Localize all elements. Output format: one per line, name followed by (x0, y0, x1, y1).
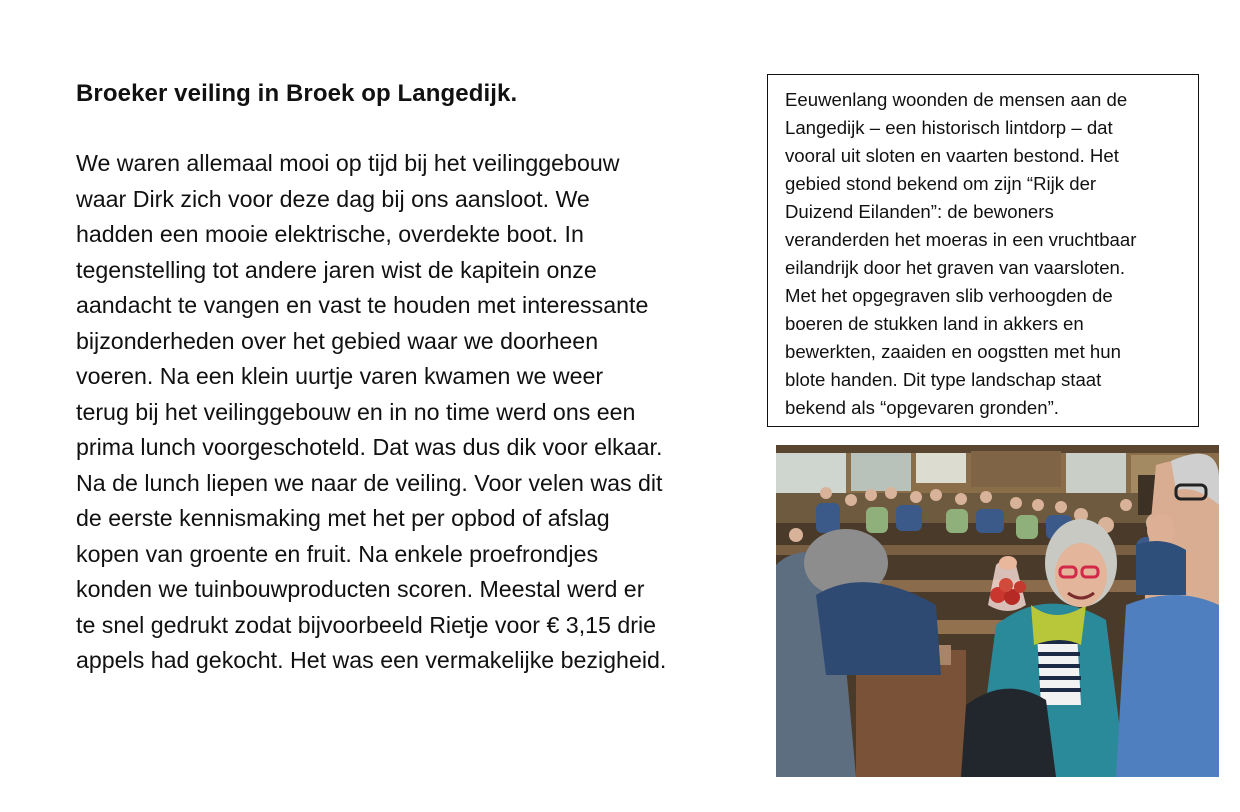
textbox-line: bekend als “opgevaren gronden”. (785, 397, 1059, 418)
paragraph-line: de eerste kennismaking met het per opbod of afslag (76, 505, 610, 531)
textbox-line: bewerkten, zaaiden en oogstten met hun (785, 341, 1121, 362)
paragraph-line: We waren allemaal mooi op tijd bij het veilinggebouw (76, 150, 620, 176)
paragraph-line: tegenstelling tot andere jaren wist de kapitein onze (76, 256, 597, 283)
paragraph-line: aandacht te vangen en vast te houden met interessante (76, 292, 649, 318)
paragraph-line: terug bij het veilinggebouw en in no time werd ons een (76, 398, 636, 425)
paragraph-line: voeren. Na een klein uurtje varen kwamen we weer (76, 363, 604, 389)
paragraph-line: appels had gekocht. Het was een vermakelijke bezigheid. (76, 647, 667, 673)
textbox-line: gebied stond bekend om zijn “Rijk der (785, 173, 1097, 194)
info-textbox (767, 74, 1199, 427)
paragraph-line: prima lunch voorgeschoteld. Dat was dus dik voor elkaar. (76, 434, 663, 460)
paragraph-line: hadden een mooie elektrische, overdekte boot. In (76, 221, 584, 247)
auction-photo (776, 445, 1219, 777)
textbox-line: Langedijk – een historisch lintdorp – dat (785, 117, 1113, 138)
page-title: Broeker veiling in Broek op Langedijk. (76, 80, 518, 107)
paragraph-line: te snel gedrukt zodat bijvoorbeeld Rietje voor € 3,15 drie (76, 611, 657, 638)
paragraph-line: konden we tuinbouwproducten scoren. Meestal werd er (76, 576, 645, 602)
textbox-line: Eeuwenlang woonden de mensen aan de (785, 89, 1128, 110)
textbox-line: Duizend Eilanden”: de bewoners (785, 201, 1054, 222)
blue-shirt (1116, 595, 1219, 777)
paragraph-line: Na de lunch liepen we naar de veiling. Voor velen was dit (76, 469, 663, 496)
paragraph-line: kopen van groente en fruit. Na enkele proefrondjes (76, 540, 599, 567)
main-paragraph (76, 146, 766, 679)
textbox-line: blote handen. Dit type landschap staat (785, 369, 1102, 390)
textbox-line: vooral uit sloten en vaarten bestond. Het (785, 145, 1119, 166)
textbox-line: boeren de stukken land in akkers en (785, 313, 1084, 334)
paragraph-line: bijzonderheden over het gebied waar we doorheen (76, 327, 599, 354)
paragraph-line: waar Dirk zich voor deze dag bij ons aansloot. We (76, 185, 590, 212)
textbox-line: Met het opgegraven slib verhoogden de (785, 285, 1113, 306)
textbox-line: eilandrijk door het graven van vaarsloten. (785, 257, 1126, 278)
textbox-line: veranderden het moeras in een vruchtbaar (785, 229, 1137, 250)
